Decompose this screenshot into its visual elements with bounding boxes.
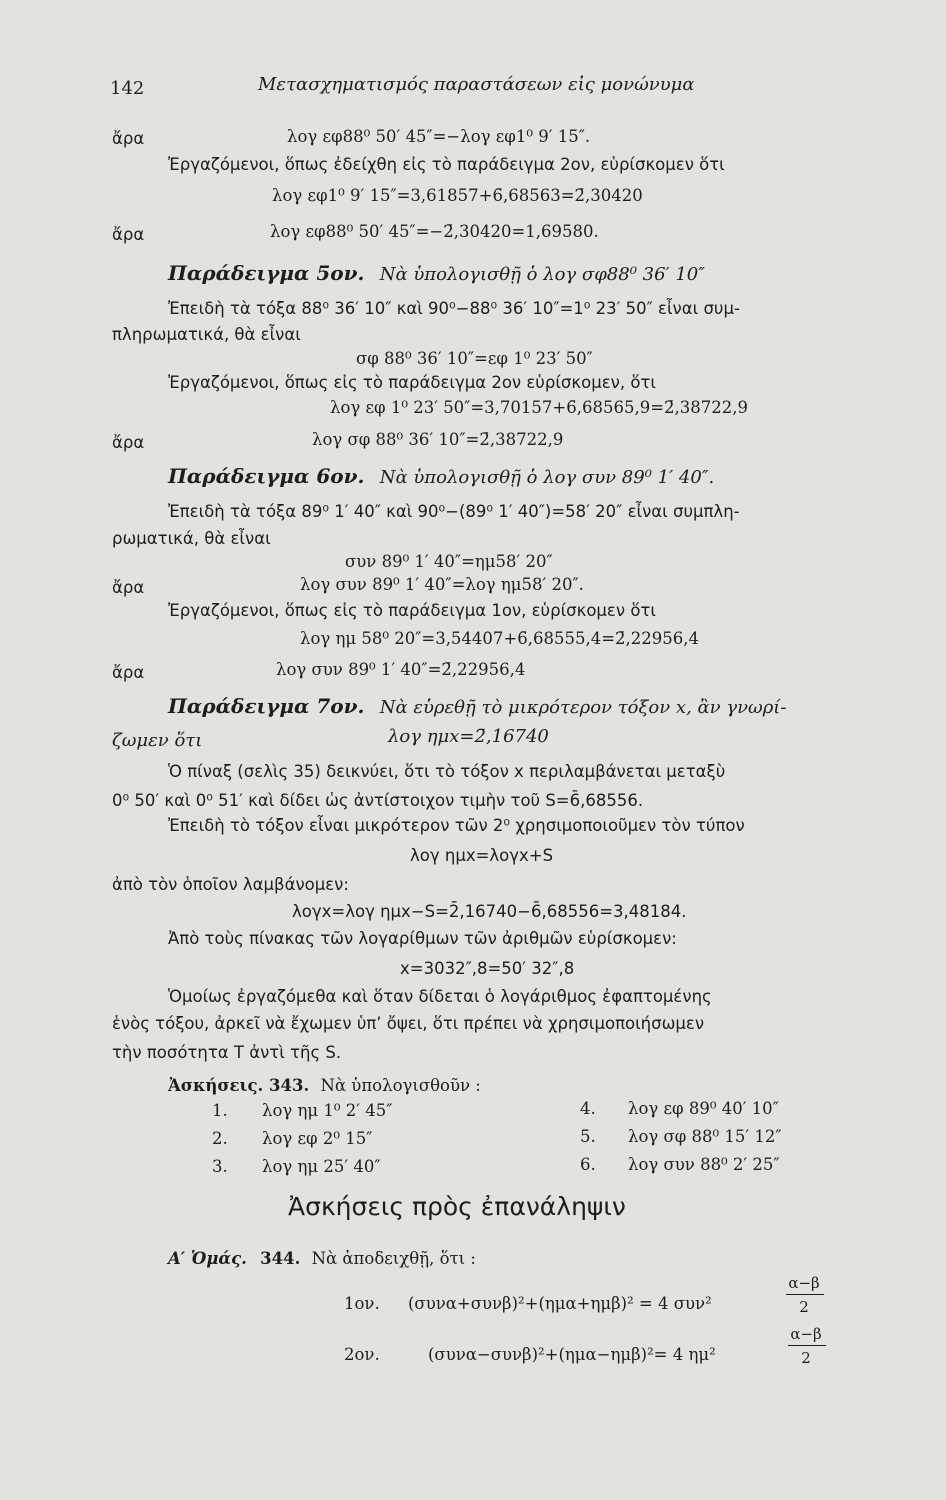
ara-label: ἄρα	[112, 129, 145, 148]
text-line: πληρωματικά, θὰ εἶναι	[112, 325, 301, 344]
text-line: ρωματικά, θὰ εἶναι	[112, 529, 271, 548]
equation-number: 1ον.	[344, 1294, 380, 1313]
text-line: Ἐπειδὴ τὸ τόξον εἶναι μικρότερον τῶν 2⁰ χρησιμοποιοῦμεν τὸν τύπον	[168, 816, 745, 835]
fraction-bar	[786, 1294, 824, 1295]
equation-number: 2ον.	[344, 1345, 380, 1364]
exercise-text: λογ συν 88⁰ 2′ 25″	[628, 1155, 780, 1174]
formula-line: λογ εφ88⁰ 50′ 45″=−2̄,30420=1,69580.	[270, 222, 599, 241]
text-line: ἀπὸ τὸν ὁποῖον λαμβάνομεν:	[112, 875, 349, 894]
review-group-line	[168, 1248, 476, 1270]
ara-label: ἄρα	[112, 225, 145, 244]
fraction-numerator: α−β	[790, 1325, 822, 1343]
text-line: ἑνὸς τόξου, ἀρκεῖ νὰ ἔχωμεν ὑπ’ ὄψει, ὅτι πρέπει νὰ χρησιμοποιήσωμεν	[112, 1014, 705, 1033]
formula-line: σφ 88⁰ 36′ 10″=εφ 1⁰ 23′ 50″	[356, 349, 593, 368]
exercise-number: 5.	[580, 1127, 596, 1146]
fraction-denominator: 2	[801, 1349, 811, 1367]
exercise-text: λογ ημ 25′ 40″	[262, 1157, 381, 1176]
formula-line: λογ συν 89⁰ 1′ 40″=2̄,22956,4	[276, 660, 526, 679]
ara-label: ἄρα	[112, 578, 145, 597]
page-number: 142	[110, 78, 145, 99]
exercise-text: λογ εφ 2⁰ 15″	[262, 1129, 373, 1148]
text-line: Ἀπὸ τοὺς πίνακας τῶν λογαρίθμων τῶν ἀριθμῶν εὑρίσκομεν:	[168, 929, 677, 948]
exercise-text: λογ εφ 89⁰ 40′ 10″	[628, 1099, 779, 1118]
equation: (συνα+συνβ)²+(ημα+ημβ)² = 4 συν²	[408, 1294, 712, 1313]
text-line: Ἐργαζόμενοι, ὅπως εἰς τὸ παράδειγμα 1ον, εὑρίσκομεν ὅτι	[168, 601, 656, 620]
formula-line: συν 89⁰ 1′ 40″=ημ58′ 20″	[345, 552, 553, 571]
exercises-heading	[168, 1075, 481, 1097]
text-line: Ἐργαζόμενοι, ὅπως εἰς τὸ παράδειγμα 2ον εὑρίσκομεν, ὅτι	[168, 373, 656, 392]
text-line: Ἐπειδὴ τὰ τόξα 89⁰ 1′ 40″ καὶ 90⁰−(89⁰ 1′ 40″)=58′ 20″ εἶναι συμπλη-	[168, 502, 740, 521]
section-heading: Ἀσκήσεις πρὸς ἐπανάληψιν	[288, 1192, 626, 1221]
fraction-denominator: 2	[799, 1298, 809, 1316]
exercise-number: 2.	[212, 1129, 228, 1148]
formula-line: λογ ημx=2̄,16740	[388, 726, 549, 747]
ara-label: ἄρα	[112, 663, 145, 682]
example-title: Νὰ ὑπολογισθῇ ὁ λογ σφ88⁰ 36′ 10″	[379, 264, 705, 285]
formula-line: λογ ημ 58⁰ 20″=3,54407+6̄,68555,4=2̄,22956,4	[300, 629, 700, 648]
exercise-number: 344.	[260, 1249, 301, 1268]
formula-line: x=3032″,8=50′ 32″,8	[400, 959, 575, 978]
exercise-prompt: Νὰ ἀποδειχθῇ, ὅτι :	[311, 1249, 476, 1268]
example-6-heading	[168, 465, 714, 489]
example-label: Παράδειγμα 5ον.	[168, 261, 365, 285]
fraction-numerator: α−β	[788, 1274, 820, 1292]
formula-line: λογ εφ88⁰ 50′ 45″=−λογ εφ1⁰ 9′ 15″.	[287, 127, 591, 146]
example-title: Νὰ ὑπολογισθῇ ὁ λογ συν 89⁰ 1′ 40″.	[379, 467, 715, 488]
exercises-intro: Νὰ ὑπολογισθοῦν :	[320, 1076, 481, 1095]
exercise-text: λογ σφ 88⁰ 15′ 12″	[628, 1127, 782, 1146]
formula-line: λογ εφ1⁰ 9′ 15″=3,61857+6̄,68563=2̄,30420	[272, 186, 643, 205]
running-header: Μετασχηματισμός παραστάσεων εἰς μονώνυμα	[258, 74, 695, 95]
text-line: ζωμεν ὅτι	[112, 730, 203, 751]
exercises-label: Ἀσκήσεις. 343.	[168, 1076, 310, 1095]
equation: (συνα−συνβ)²+(ημα−ημβ)²= 4 ημ²	[428, 1345, 716, 1364]
example-label: Παράδειγμα 7ον.	[168, 694, 365, 718]
example-7-heading	[168, 695, 786, 719]
exercise-number: 3.	[212, 1157, 228, 1176]
group-label: Α′ Ὁμάς.	[168, 1249, 247, 1268]
text-line: Ἐργαζόμενοι, ὅπως ἐδείχθη εἰς τὸ παράδειγμα 2ον, εὑρίσκομεν ὅτι	[168, 155, 725, 174]
exercise-number: 4.	[580, 1099, 596, 1118]
text-line: Ὁμοίως ἐργαζόμεθα καὶ ὅταν δίδεται ὁ λογάριθμος ἐφαπτομένης	[168, 987, 712, 1006]
formula-line: λογ σφ 88⁰ 36′ 10″=2̄,38722,9	[312, 430, 564, 449]
example-label: Παράδειγμα 6ον.	[168, 464, 365, 488]
exercise-number: 1.	[212, 1101, 228, 1120]
ara-label: ἄρα	[112, 433, 145, 452]
text-line: Ὁ πίναξ (σελὶς 35) δεικνύει, ὅτι τὸ τόξον x περιλαμβάνεται μεταξὺ	[168, 762, 726, 781]
fraction-bar	[788, 1345, 826, 1346]
example-title: Νὰ εὑρεθῇ τὸ μικρότερον τόξον x, ἂν γνωρί-	[379, 697, 787, 718]
text-line: τὴν ποσότητα T ἀντὶ τῆς S.	[112, 1043, 342, 1062]
formula-line: λογx=λογ ημx−S=2̄,16740−6̄,68556=3,48184.	[292, 902, 687, 921]
formula-line: λογ εφ 1⁰ 23′ 50″=3,70157+6̄,68565,9=2̄,38722,9	[330, 398, 749, 417]
exercise-number: 6.	[580, 1155, 596, 1174]
formula-line: λογ συν 89⁰ 1′ 40″=λογ ημ58′ 20″.	[300, 575, 584, 594]
text-line: 0⁰ 50′ καὶ 0⁰ 51′ καὶ δίδει ὡς ἀντίστοιχον τιμὴν τοῦ S=6̄,68556.	[112, 791, 644, 810]
exercise-text: λογ ημ 1⁰ 2′ 45″	[262, 1101, 393, 1120]
formula-line: λογ ημx=λογx+S	[410, 846, 554, 865]
example-5-heading	[168, 262, 705, 286]
text-line: Ἐπειδὴ τὰ τόξα 88⁰ 36′ 10″ καὶ 90⁰−88⁰ 36′ 10″=1⁰ 23′ 50″ εἶναι συμ-	[168, 299, 740, 318]
